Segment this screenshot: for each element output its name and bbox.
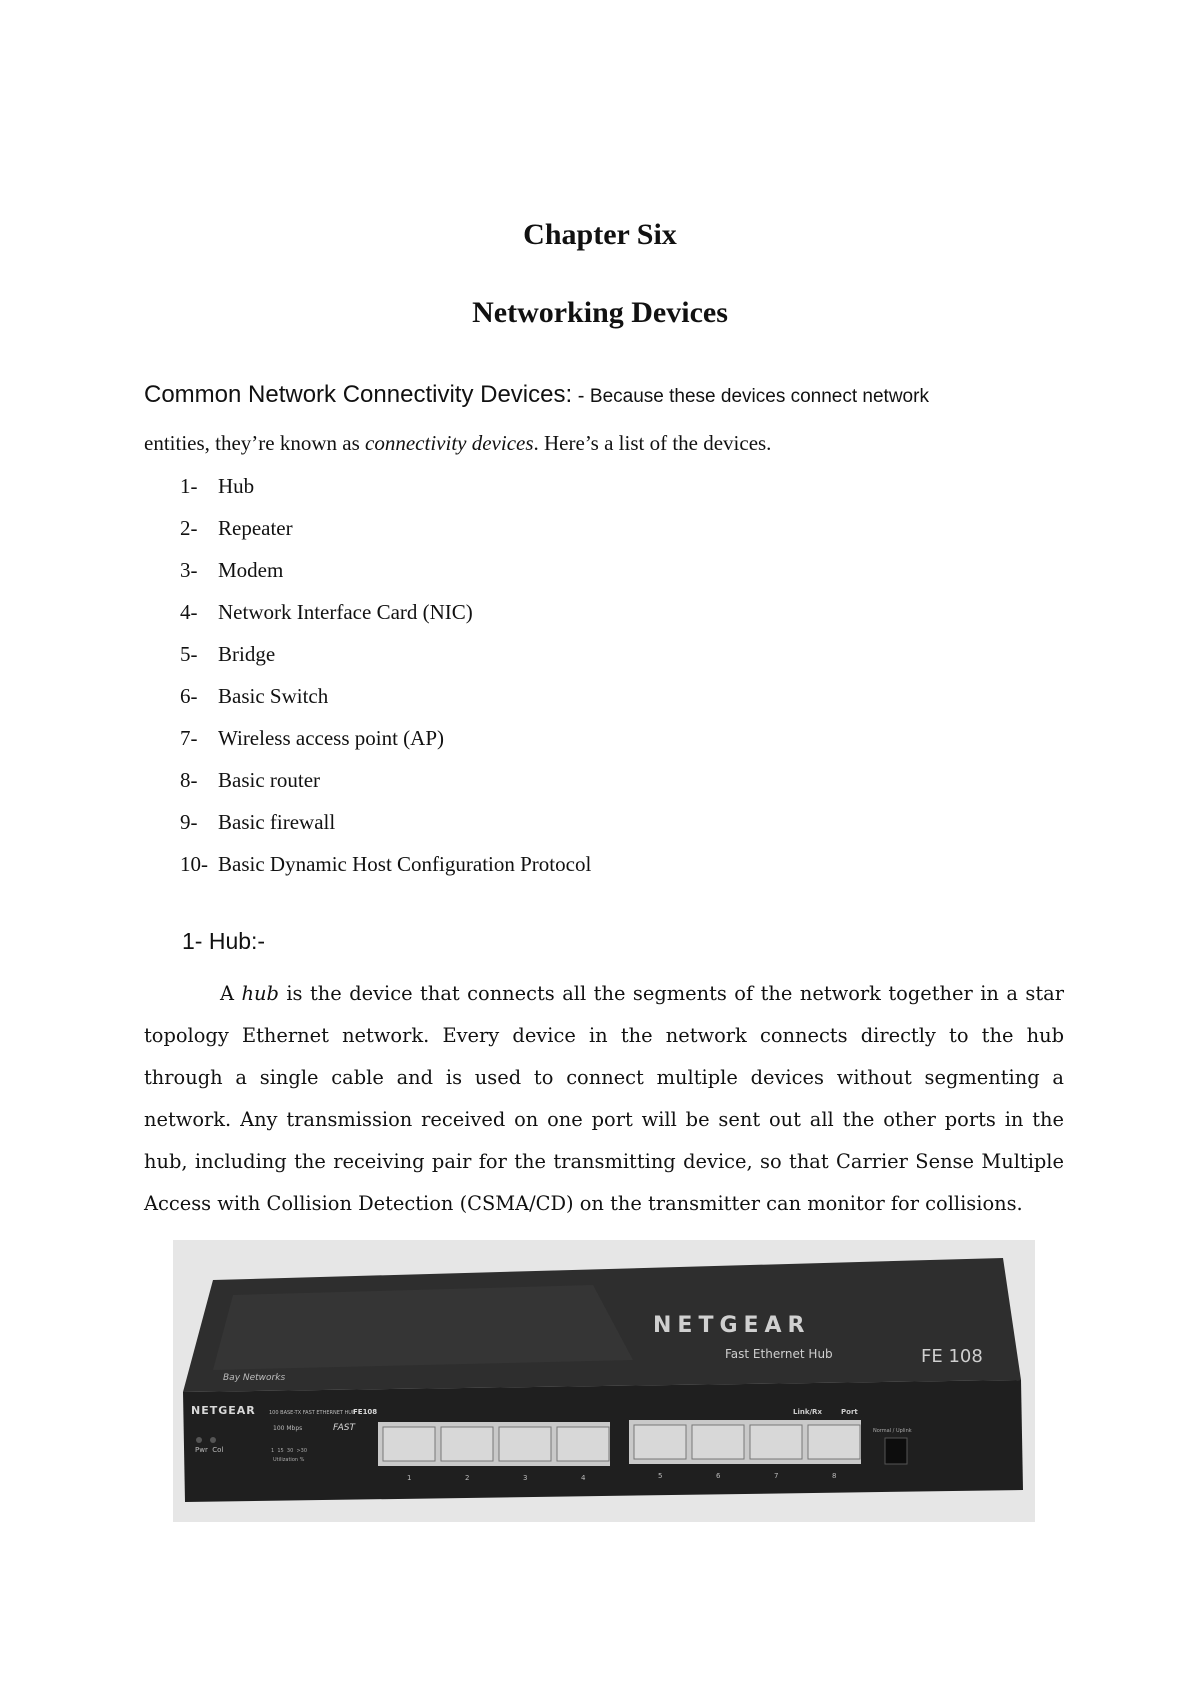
device-list	[180, 465, 591, 885]
list-label: Basic firewall	[218, 810, 336, 834]
list-label: Bridge	[218, 642, 276, 666]
port-number: 2	[465, 1474, 470, 1482]
hub-paragraph	[144, 973, 1064, 1225]
list-item	[180, 717, 591, 759]
brand-top: NETGEAR	[653, 1313, 811, 1338]
port-label: Port	[841, 1408, 858, 1416]
model-front: FE108	[353, 1408, 378, 1416]
list-number: 4-	[180, 600, 198, 624]
ethernet-port-icon	[441, 1427, 493, 1461]
front-desc: 100 BASE-TX FAST ETHERNET HUB	[269, 1410, 356, 1416]
hub-photo	[173, 1240, 1035, 1522]
list-number: 5-	[180, 642, 198, 666]
ethernet-port-icon	[750, 1425, 802, 1459]
port-number: 6	[716, 1472, 721, 1480]
list-item	[180, 675, 591, 717]
fast-logo: FAST	[333, 1423, 356, 1433]
hub-emphasis: hub	[241, 982, 279, 1005]
ethernet-port-icon	[383, 1427, 435, 1461]
chapter-title: Chapter Six	[523, 218, 677, 251]
port-number: 1	[407, 1474, 412, 1482]
uplink-switch	[885, 1438, 907, 1464]
list-number: 10-	[180, 852, 208, 876]
utilization-label: Utilization %	[273, 1457, 305, 1463]
intro-lead-rest: Because these devices connect network	[589, 386, 929, 407]
hub-top-mottle	[213, 1285, 633, 1370]
list-label: Repeater	[218, 516, 293, 540]
list-label: Network Interface Card (NIC)	[218, 600, 473, 624]
list-label: Wireless access point (AP)	[218, 726, 445, 750]
port-number: 4	[581, 1474, 586, 1482]
ethernet-port-icon	[634, 1425, 686, 1459]
list-label: Hub	[218, 474, 255, 498]
list-number: 6-	[180, 684, 198, 708]
intro-paragraph	[144, 372, 1064, 466]
list-number: 1-	[180, 474, 198, 498]
hub-para-body: is the device that connects all the segments of the network together in a star topology Ethernet network. Every device in the network connects directly to the hub through a single cable and is used to connect multiple devices without segmenting a network. Any transmission received on one port will be sent out all the other ports in the hub, including the receiving pair for the transmitting device, so that Carrier Sense Multiple Access with Collision Detection (CSMA/CD) on the transmitter can monitor for collisions.	[144, 982, 1064, 1215]
link-rx-label: Link/Rx	[793, 1408, 822, 1416]
list-item	[180, 843, 591, 885]
model-top: FE 108	[921, 1346, 983, 1367]
hub-para-pre: A	[220, 982, 242, 1005]
ethernet-port-icon	[808, 1425, 860, 1459]
led	[210, 1437, 216, 1443]
pwr-col-label: Pwr Col	[195, 1446, 224, 1454]
list-number: 9-	[180, 810, 198, 834]
list-item	[180, 591, 591, 633]
list-number: 7-	[180, 726, 198, 750]
ports-group-1	[378, 1422, 610, 1466]
intro-line-2	[144, 420, 1064, 466]
port-number: 5	[658, 1472, 663, 1480]
list-item	[180, 507, 591, 549]
brand-front: NETGEAR	[191, 1404, 256, 1417]
list-item	[180, 759, 591, 801]
list-item	[180, 801, 591, 843]
normal-uplink-label: Normal / Uplink	[873, 1428, 912, 1434]
intro-lead: Common Network Connectivity Devices:	[144, 381, 573, 408]
util-scale: 1 15 30 >30	[271, 1448, 307, 1454]
list-number: 3-	[180, 558, 198, 582]
list-number: 8-	[180, 768, 198, 792]
list-label: Basic router	[218, 768, 321, 792]
port-number: 7	[774, 1472, 779, 1480]
intro-line2-post: . Here’s a list of the devices.	[533, 431, 772, 455]
hub-photo-illustration	[173, 1240, 1035, 1522]
ethernet-port-icon	[499, 1427, 551, 1461]
product-top: Fast Ethernet Hub	[725, 1347, 833, 1361]
ethernet-port-icon	[692, 1425, 744, 1459]
list-label: Basic Dynamic Host Configuration Protocol	[218, 852, 592, 876]
ports-group-2	[629, 1420, 861, 1464]
port-number: 3	[523, 1474, 528, 1482]
maker-label: Bay Networks	[223, 1373, 286, 1383]
list-label: Modem	[218, 558, 284, 582]
intro-emphasis: connectivity devices	[365, 431, 534, 455]
speed-label: 100 Mbps	[273, 1425, 303, 1432]
ethernet-port-icon	[557, 1427, 609, 1461]
intro-separator: -	[572, 385, 590, 407]
led	[196, 1437, 202, 1443]
section-title: Networking Devices	[472, 296, 728, 329]
hub-heading: 1- Hub:-	[182, 928, 266, 954]
intro-line2-pre: entities, they’re known as	[144, 431, 366, 455]
list-item	[180, 633, 591, 675]
list-number: 2-	[180, 516, 198, 540]
intro-line-1	[144, 372, 1064, 420]
list-label: Basic Switch	[218, 684, 329, 708]
list-item	[180, 549, 591, 591]
list-item	[180, 465, 591, 507]
port-number: 8	[832, 1472, 837, 1480]
